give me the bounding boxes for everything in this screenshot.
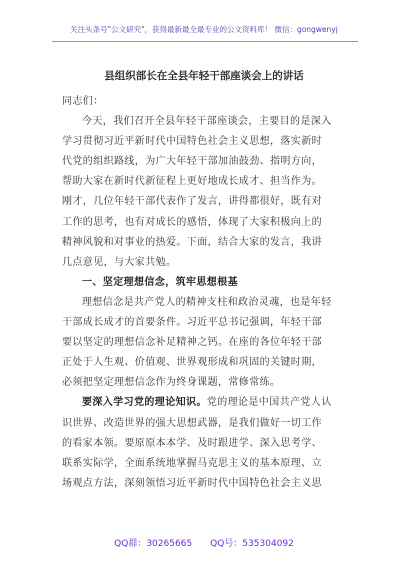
footer-qq-number[interactable]: QQ号：535304092 — [210, 539, 294, 549]
body-line — [62, 132, 346, 152]
line-text: 同志们： — [62, 96, 104, 107]
body-line — [62, 213, 346, 233]
line-text: 正处于人生观、价值观、世界观形成和巩固的关键时期， — [62, 357, 322, 369]
line-text: 一、坚定理想信念，筑牢思想根基 — [82, 276, 238, 288]
line-text: 几点意见，与大家共勉。 — [62, 256, 177, 268]
footer-qq-group[interactable]: QQ群：30265665 — [114, 539, 193, 549]
line-text: 今天，我们召开全县年轻干部座谈会，主要目的是深入 — [82, 116, 332, 128]
body-line — [62, 253, 346, 273]
line-text: 必须把坚定理想信念作为终身课题，常修常练。 — [62, 377, 281, 389]
body-line — [62, 434, 346, 454]
document-title: 县组织部长在全县年轻干部座谈会上的讲话 — [104, 70, 304, 82]
body-line — [62, 454, 346, 474]
body-line — [62, 333, 346, 353]
line-text: 学习贯彻习近平新时代中国特色社会主义思想，落实新时 — [62, 136, 322, 148]
line-text: 识世界、改造世界的强大思想武器，是我们做好一切工作 — [62, 417, 322, 429]
line-text: 刚才，几位年轻干部代表作了发言，讲得都很好，既有对 — [62, 196, 322, 208]
line-text: 代党的组织路线，为广大年轻干部加油鼓劲、指明方向， — [62, 156, 322, 168]
bold-lead-phrase: 要深入学习党的理论知识。 — [82, 397, 207, 409]
line-text: 工作的思考，也有对成长的感悟，体现了大家积极向上的 — [62, 216, 322, 228]
line-text: 精神风貌和对事业的热爱。下面，结合大家的发言，我讲 — [62, 236, 322, 248]
line-text: 帮助大家在新时代新征程上更好地成长成才、担当作为。 — [62, 176, 322, 188]
body-line — [62, 313, 346, 333]
body-line — [62, 293, 346, 313]
body-line — [62, 373, 346, 393]
document-body — [62, 92, 346, 494]
section-heading — [62, 273, 346, 293]
header-divider — [52, 41, 358, 42]
line-text: 联系实际学，全面系统地掌握马克思主义的基本原理、立 — [62, 457, 322, 469]
line-text: 场观点方法，深刻领悟习近平新时代中国特色社会主义思 — [62, 477, 322, 489]
line-text: 要以坚定的理想信念补足精神之钙。在座的各位年轻干部 — [62, 337, 322, 349]
body-line — [62, 414, 346, 434]
line-text: 理想信念是共产党人的精神支柱和政治灵魂，也是年轻 — [82, 296, 332, 308]
line-text: 干部成长成才的首要条件。习近平总书记强调，年轻干部 — [62, 317, 322, 329]
body-line — [62, 353, 346, 373]
body-line — [62, 152, 346, 172]
line-text: 党的理论是中国共产党人认 — [206, 397, 332, 409]
body-line — [62, 233, 346, 253]
body-line — [62, 192, 346, 212]
line-text: 的看家本领。要原原本本学、及时跟进学、深入思考学、 — [62, 437, 322, 449]
body-line — [62, 112, 346, 132]
body-line — [62, 474, 346, 494]
body-line — [62, 393, 346, 413]
body-line — [62, 172, 346, 192]
header-banner: 关注头条号"公文研究"，获得最新最全最专业的公文资料库！ 微信：gongwenyj — [70, 25, 338, 34]
body-line — [62, 92, 346, 112]
footer-contacts — [0, 536, 408, 549]
